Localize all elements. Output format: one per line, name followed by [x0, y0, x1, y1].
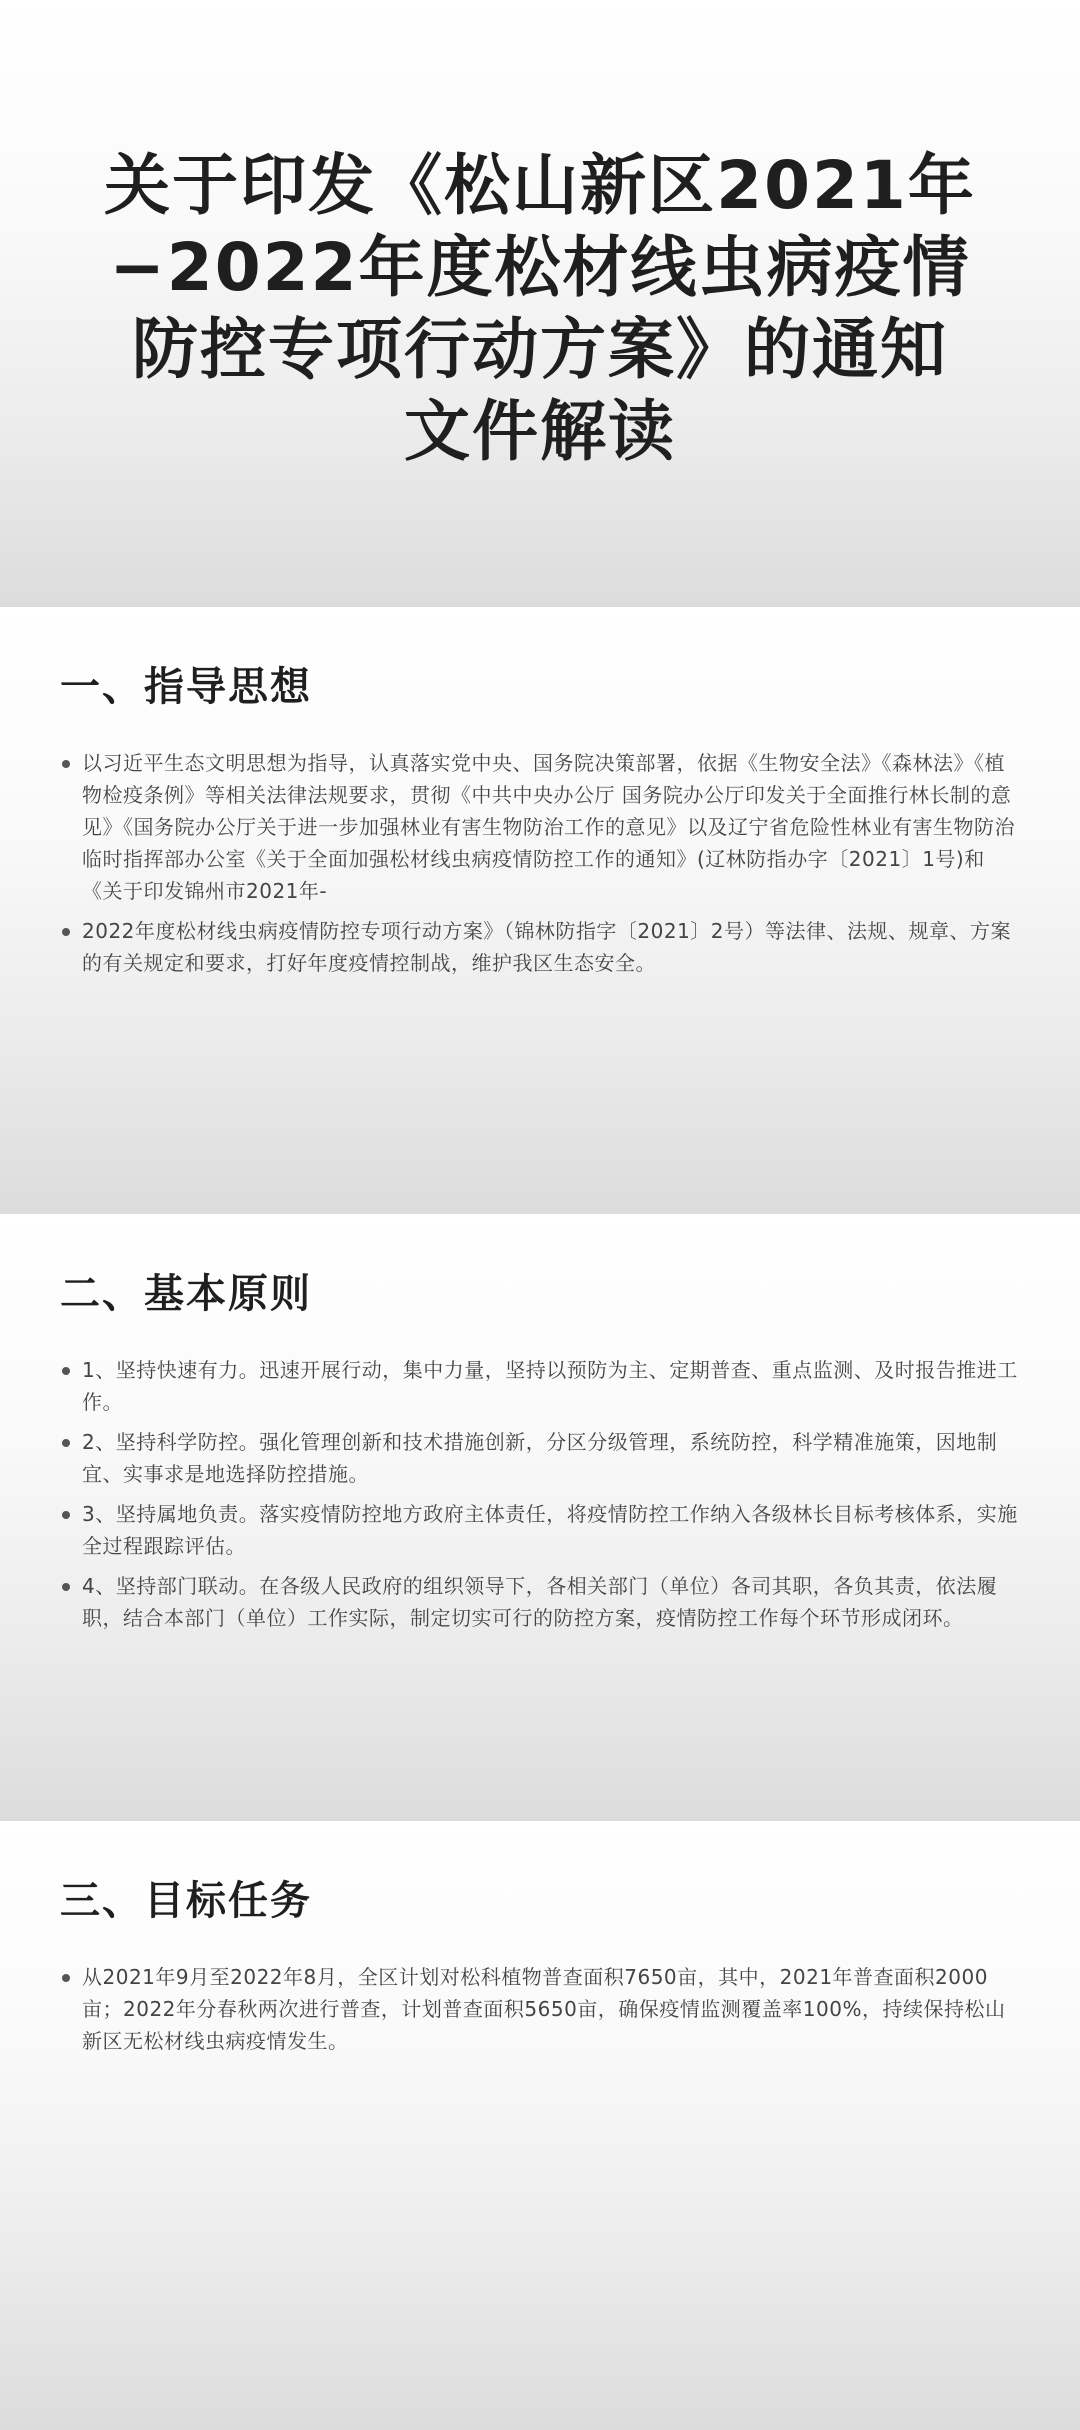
bullet-icon	[62, 1367, 70, 1375]
bullet-icon	[62, 1511, 70, 1519]
list-item	[60, 1961, 1020, 2057]
list-item-text: 2022年度松材线虫病疫情防控专项行动方案》（锦林防指字〔2021〕2号）等法律、法规、规章、方案的有关规定和要求，打好年度疫情控制战，维护我区生态安全。	[82, 919, 1012, 975]
section-heading: 三、目标任务	[60, 1878, 312, 1924]
bullet-icon	[62, 760, 70, 768]
list-item-text: 从2021年9月至2022年8月，全区计划对松科植物普查面积7650亩，其中，2021年普查面积2000亩；2022年分春秋两次进行普查，计划普查面积5650亩，确保疫情监测覆盖率100%，持续保持松山新区无松材线虫病疫情发生。	[82, 1965, 1006, 2053]
section-body	[60, 1961, 1020, 2065]
bullet-icon	[62, 928, 70, 936]
section-body	[60, 1354, 1020, 1642]
list-item	[60, 915, 1020, 979]
section-target-tasks	[0, 1821, 1080, 2430]
list-item	[60, 1570, 1020, 1634]
list-item-text: 1、坚持快速有力。迅速开展行动，集中力量，坚持以预防为主、定期普查、重点监测、及时报告推进工作。	[82, 1358, 1018, 1414]
bullet-icon	[62, 1439, 70, 1447]
section-heading: 二、基本原则	[60, 1271, 312, 1317]
list-item	[60, 1354, 1020, 1418]
list-item-text: 以习近平生态文明思想为指导，认真落实党中央、国务院决策部署，依据《生物安全法》《森林法》《植物检疫条例》等相关法律法规要求，贯彻《中共中央办公厅 国务院办公厅印发关于全面推行林长制的意见》《国务院办公厅关于进一步加强林业有害生物防治工作的意见》以及辽宁省危险性林业有害生物防治临时指挥部办公室《关于全面加强松材线虫病疫情防控工作的通知》(辽林防指办字〔2021〕1号)和《关于印发锦州市2021年-	[82, 751, 1015, 903]
bullet-icon	[62, 1974, 70, 1982]
list-item-text: 4、坚持部门联动。在各级人民政府的组织领导下，各相关部门（单位）各司其职，各负其责，依法履职，结合本部门（单位）工作实际，制定切实可行的防控方案，疫情防控工作每个环节形成闭环。	[82, 1574, 998, 1630]
list-item-text: 3、坚持属地负责。落实疫情防控地方政府主体责任，将疫情防控工作纳入各级林长目标考核体系，实施全过程跟踪评估。	[82, 1502, 1018, 1558]
list-item	[60, 747, 1020, 907]
list-item	[60, 1498, 1020, 1562]
document-title	[60, 145, 1020, 473]
section-guiding-ideology	[0, 607, 1080, 1214]
title-banner	[0, 0, 1080, 607]
title-line: −2022年度松材线虫病疫情	[109, 229, 971, 306]
section-basic-principles	[0, 1214, 1080, 1821]
section-heading: 一、指导思想	[60, 664, 312, 710]
list-item-text: 2、坚持科学防控。强化管理创新和技术措施创新，分区分级管理，系统防控，科学精准施策，因地制宜、实事求是地选择防控措施。	[82, 1430, 998, 1486]
title-line: 防控专项行动方案》的通知	[132, 311, 948, 388]
title-line: 关于印发《松山新区2021年	[104, 147, 976, 224]
list-item	[60, 1426, 1020, 1490]
bullet-icon	[62, 1583, 70, 1591]
title-line: 文件解读	[404, 393, 676, 470]
section-body	[60, 747, 1020, 987]
